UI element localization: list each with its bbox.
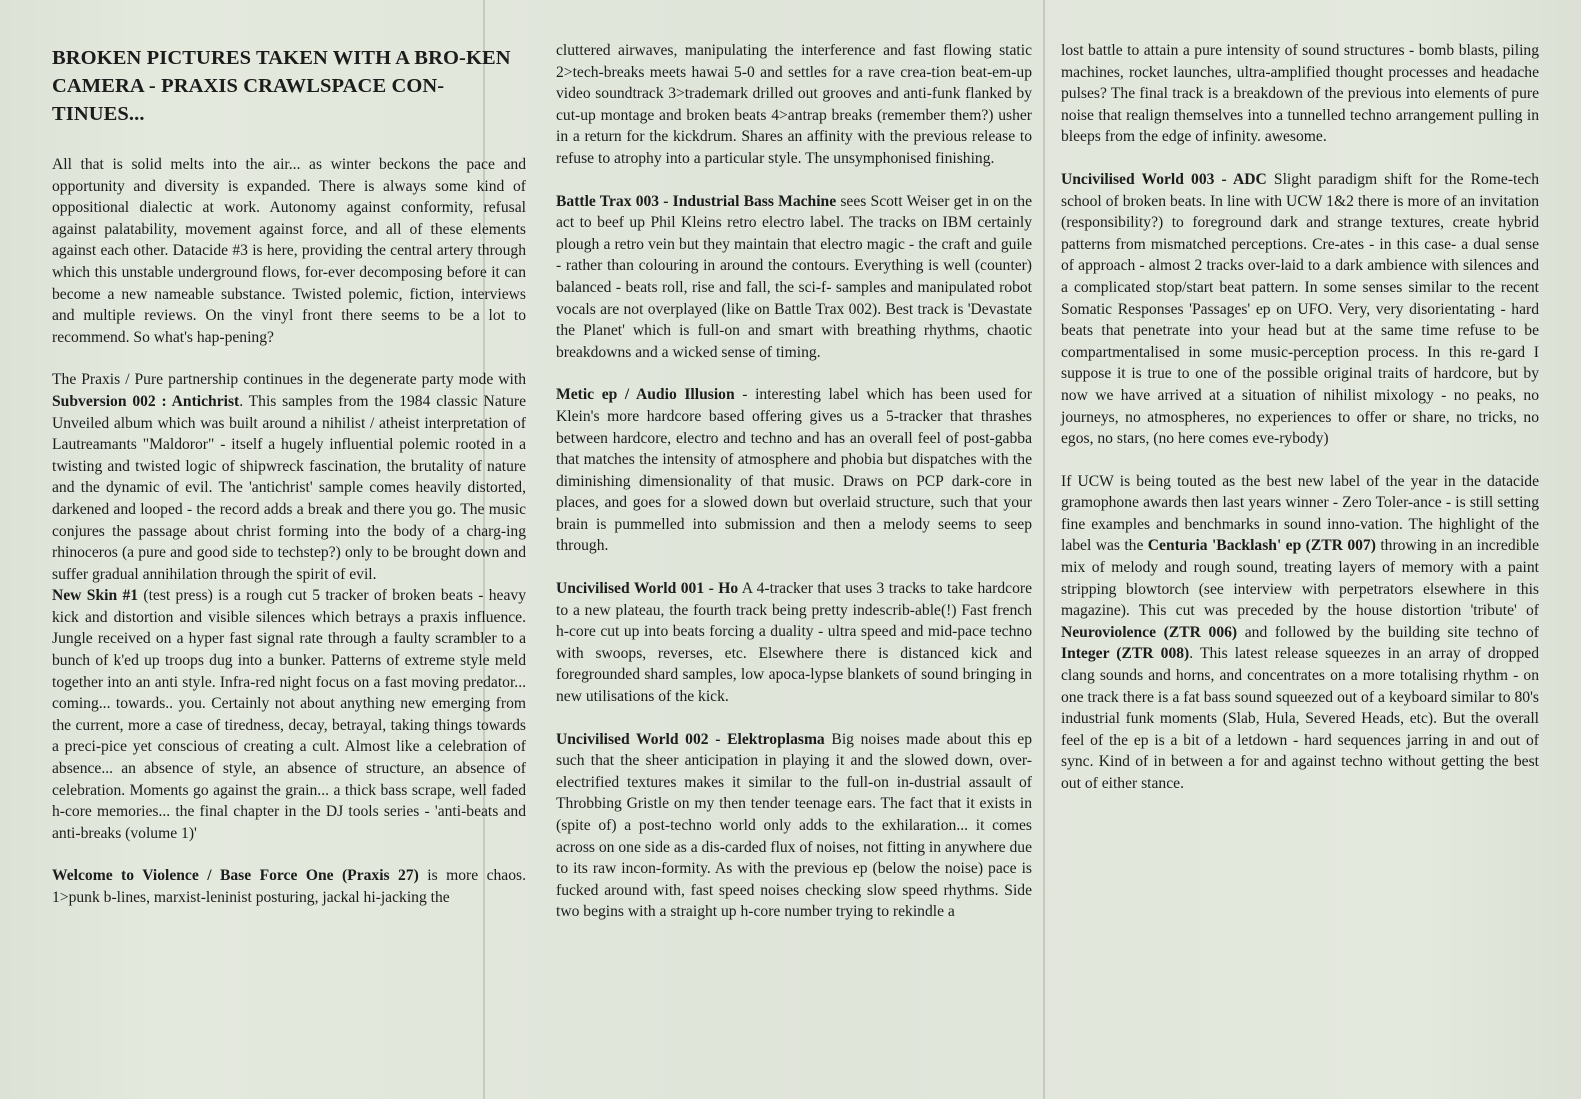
release-title: Uncivilised World 002 - Elektroplasma bbox=[556, 730, 825, 748]
intro-paragraph: All that is solid melts into the air... as winter beckons the pace and opportunity and diversity is expanded. There is always some kind of oppositional dialectic at work. Autonomy against conformity, refusal against palatability, movement against force, and all of these elements against each other. Datacide #3 is here, providing the central artery through which this unstable underground flows, for-ever decomposing before it can become a new nameable substance. Twisted polemic, fiction, interviews and multiple reviews. On the vinyl front there seems to be a lot to recommend. So what's hap-pening? bbox=[52, 156, 526, 346]
release-title: Uncivilised World 001 - Ho bbox=[556, 580, 739, 598]
review-continued: lost battle to attain a pure intensity of sound structures - bomb blasts, piling machines, rocket launches, ultra-amplified thought processes and headache pulses? The final track is a breakdown of the previous into elements of pure noise that realign themselves into a tunnelled techno arrangement pulling in bleeps from the edge of infinity. awesome. bbox=[1061, 42, 1539, 146]
review-metic-ep: Metic ep / Audio Illusion - interesting label which has been used for Klein's more hardcore based offering gives us a 5-tracker that thrashes between hardcore, electro and techno and has an overall feel of post-gabba that matches the intensity of atmosphere and phobia but dispatches with the diminishing dimensionality of that music. Draws on PCP dark-core in places, and goes for a slowed down but overlaid structure, such that your brain is pummelled into submission and then a melody seems to seep through. bbox=[556, 386, 1032, 555]
release-title: Centuria 'Backlash' ep (ZTR 007) bbox=[1147, 537, 1376, 555]
column-1 bbox=[52, 36, 526, 909]
release-title: Integer (ZTR 008) bbox=[1061, 645, 1190, 663]
paper-fold-line bbox=[1043, 0, 1045, 1099]
review-uncivilised-world-002: Uncivilised World 002 - Elektroplasma Big noises made about this ep such that the sheer anticipation in playing it and the slowed down, over-electrified textures makes it similar to the full-on in-dustrial assault of Throbbing Gristle on my then tender teenage ears. The fact that it exists in (spite of) a post-techno world only adds to the exhilaration... it comes across on one side as a dis-carded flux of noises, not fitting in anywhere due to its raw incon-formity. As with the previous ep (below the noise) pace is fucked around with, fast speed noises checking slow speed rhythms. Side two begins with a straight up h-core number trying to rekindle a bbox=[556, 730, 1032, 921]
review-welcome-to-violence: Welcome to Violence / Base Force One (Praxis 27) is more chaos. 1>punk b-lines, marxist-leninist posturing, jackal hi-jacking the bbox=[52, 867, 526, 906]
article-headline: BROKEN PICTURES TAKEN WITH A BRO-KEN CAMERA - PRAXIS CRAWLSPACE CON-TINUES... bbox=[52, 47, 511, 125]
release-title: Uncivilised World 003 - ADC bbox=[1061, 170, 1267, 188]
release-title: New Skin #1 bbox=[52, 587, 139, 605]
review-continued: cluttered airwaves, manipulating the interference and fast flowing static 2>tech-breaks meets hawai 5-0 and settles for a rave crea-tion beat-em-up video soundtrack 3>trademark drilled out grooves and anti-funk flanked by cut-up montage and broken beats 4>antrap breaks (remember them?) usher in a return for the kickdrum. Shares an affinity with the previous release to refuse to atrophy into a particular style. The unsymphonised finishing. bbox=[556, 42, 1032, 167]
column-2 bbox=[556, 40, 1032, 923]
review-uncivilised-world-003: Uncivilised World 003 - ADC Slight paradigm shift for the Rome-tech school of broken beats. In line with UCW 1&2 there is more of an invitation (responsibility?) to foreground dark and strange textures, create hybrid patterns from mismatched perceptions. Cre-ates - in this case- a dual sense of approach - almost 2 tracks over-laid to a dark ambience with silences and a complicated stop/start beat pattern. In some senses similar to the recent Somatic Responses 'Passages' ep on UFO. Very, very disorientating - hard beats that penetrate into your head but at the same time refuse to be compartmentalised in some music-perception process. In this re-gard I suppose it is true to one of the possible original traits of hardcore, but by now we have arrived at a situation of nihilist mixology - no peaks, no journeys, no atmospheres, no experiences to offer or share, no tricks, no egos, no stars, (no here comes eve-rybody) bbox=[1061, 170, 1539, 448]
column-3 bbox=[1061, 40, 1539, 795]
review-subversion-002: The Praxis / Pure partnership continues in the degenerate party mode with Subversion 002 : Antichrist. This samples from the 1984 classic Nature Unveiled album which was built around a nihilist / atheist interpretation of Lautreamants "Maldoror" - itself a hugely influential polemic rooted in a twisting and twisted logic of shipwreck fascination, the brutality of nature and the dynamic of evil. The 'antichrist' sample comes heavily distorted, darkened and looped - the record adds a break and there you go. The music conjures the passage about christ forming into the body of a charg-ing rhinoceros (a pure and good side to techstep?) only to be brought down and suffer gradual annihilation through the spirit of evil. bbox=[52, 371, 526, 583]
release-title: Battle Trax 003 - Industrial Bass Machine bbox=[556, 192, 837, 210]
release-title: Welcome to Violence / Base Force One (Praxis 27) bbox=[52, 867, 419, 885]
release-title: Subversion 002 : Antichrist bbox=[52, 392, 240, 410]
release-title: Neuroviolence (ZTR 006) bbox=[1061, 623, 1238, 641]
review-uncivilised-world-001: Uncivilised World 001 - Ho A 4-tracker that uses 3 tracks to take hardcore to a new plateau, the fourth track being pretty indescrib-able(!) Fast french h-core cut up into beats forcing a duality - ultra speed and mid-pace techno with swoops, reverses, etc. Elsewhere there is distanced kick and foregrounded shard samples, low apoca-lypse blankets of sound bringing in new utilisations of the kick. bbox=[556, 580, 1033, 706]
release-title: Metic ep / Audio Illusion bbox=[556, 386, 735, 404]
review-battle-trax-003: Battle Trax 003 - Industrial Bass Machine sees Scott Weiser get in on the act to beef up Phil Kleins retro electro label. The tracks on IBM certainly plough a retro vein but they maintain that electro magic - the craft and guile - rather than colouring in around the contours. Everything is well (counter) balanced - beats roll, rise and fall, the sci-f- samples and manipulated robot vocals are not overplayed (like on Battle Trax 002). Best track is 'Devastate the Planet' which is full-on and smart with breathing rhythms, chaotic breakdowns and a wicked sense of timing. bbox=[556, 192, 1032, 361]
review-new-skin: New Skin #1 (test press) is a rough cut 5 tracker of broken beats - heavy kick and distortion and visible silences which betrays a praxis influence. Jungle received on a hyper fast signal rate through a faulty scrambler to a bunch of k'ed up troops dug into a bunker. Patterns of extreme style meld together into an anti style. Infra-red night focus on a fast moving predator... coming... towards.. you. Certainly not about anything new emerging from the current, more a case of tiredness, decay, betrayal, taking things towards a preci-pice yet conscious of creating a cult. Almost like a celebration of absence... an absence of style, an absence of structure, an absence of celebration. Moments go against the grain... a thick bass scrape, well faded h-core memories... the final chapter in the DJ tools series - 'anti-beats and anti-breaks (volume 1)' bbox=[52, 587, 526, 842]
review-zero-tolerance: If UCW is being touted as the best new label of the year in the datacide gramophone awards then last years winner - Zero Toler-ance - is still setting fine examples and benchmarks in sound inno-vation. The highlight of the label was the Centuria 'Backlash' ep (ZTR 007) throwing in an incredible mix of melody and rough sound, treating layers of memory with a paint stripping blowtorch (see interview with perpetrators elsewhere in this magazine). This cut was preceded by the house distortion 'tribute' of Neuroviolence (ZTR 006) and followed by the building site techno of Integer (ZTR 008). This latest release squeezes in an array of dropped clang sounds and horns, and concentrates on a more totalising rhythm - on one track there is a fat bass sound squeezed out of a keyboard similar to 80's industrial funk moments (Slab, Hula, Severed Heads, etc). But the overall feel of the ep is a bit of a letdown - hard sequences jarring in and out of sync. Kind of in between a for and against techno without getting the best out of either stance. bbox=[1061, 472, 1540, 792]
